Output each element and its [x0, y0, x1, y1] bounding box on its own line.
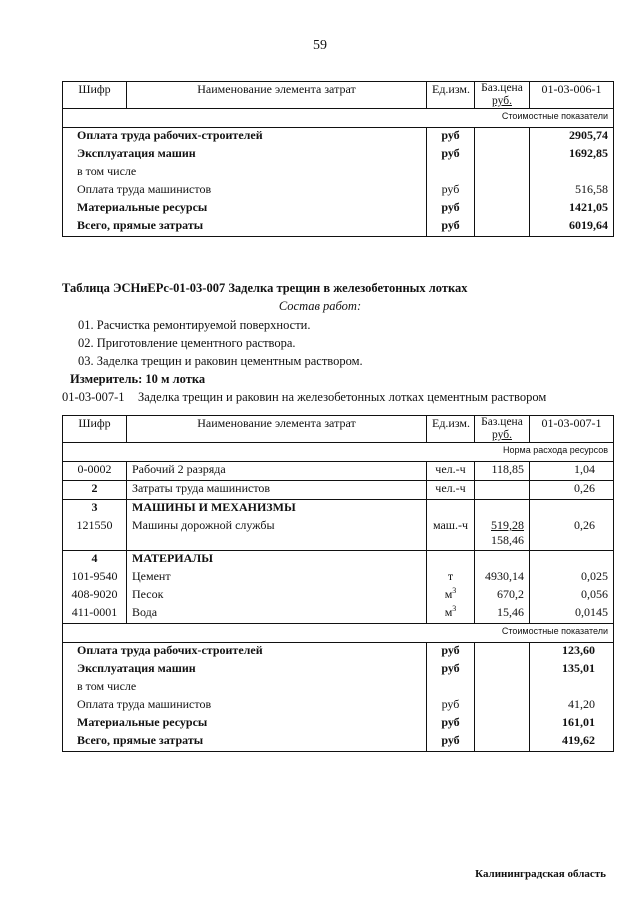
item-description: Заделка трещин и раковин на железобетонных лотках цементным раствором: [138, 390, 547, 404]
table-header-row: [63, 82, 614, 109]
header-code: Шифр: [63, 82, 127, 109]
table-row: Эксплуатация машин руб 1692,85: [63, 146, 614, 164]
section-row: [63, 443, 614, 462]
table-row: 408-9020 Песок $м^3$ 670,2 0,056: [63, 587, 614, 605]
table-row: Оплата труда рабочих-строителей руб 2905,74: [63, 128, 614, 147]
table-row: в том числе: [63, 164, 614, 182]
table-row: Материальные ресурсы руб 1421,05: [63, 200, 614, 218]
header-name: Наименование элемента затрат: [127, 416, 427, 443]
table-row: в том числе: [63, 679, 614, 697]
header-unit: Ед.изм.: [427, 82, 475, 109]
table-row: Эксплуатация машин руб 135,01: [63, 661, 614, 679]
table-row: Оплата труда рабочих-строителей руб 123,60: [63, 643, 614, 662]
header-base-price: Баз.цена руб.: [475, 416, 530, 443]
work-item: 03. Заделка трещин и раковин цементным раствором.: [78, 354, 363, 368]
header-unit: Ед.изм.: [427, 416, 475, 443]
section-title: Таблица ЭСНиЕРс-01-03-007 Заделка трещин в железобетонных лотках: [62, 281, 468, 295]
section-label: Стоимостные показатели: [63, 109, 614, 128]
table-row: 411-0001 Вода $м^3$ 15,46 0,0145: [63, 605, 614, 624]
table-row: Всего, прямые затраты руб 419,62: [63, 733, 614, 752]
resource-table-01-03-007-1: [62, 415, 614, 752]
section-row: [63, 624, 614, 643]
table-row: 3 МАШИНЫ И МЕХАНИЗМЫ: [63, 500, 614, 519]
footer-region: Калининградская область: [475, 868, 606, 880]
table-row: Всего, прямые затраты руб 6019,64: [63, 218, 614, 237]
header-name: Наименование элемента затрат: [127, 82, 427, 109]
header-code: Шифр: [63, 416, 127, 443]
meter-label: Измеритель: 10 м лотка: [70, 372, 206, 386]
table-row: 4 МАТЕРИАЛЫ: [63, 551, 614, 570]
work-item: 02. Приготовление цементного раствора.: [78, 336, 296, 350]
header-code-column: 01-03-007-1: [530, 416, 614, 443]
table-row: Оплата труда машинистов руб 41,20: [63, 697, 614, 715]
header-base-price: Баз.цена руб.: [475, 82, 530, 109]
section-row: [63, 109, 614, 128]
work-item: 01. Расчистка ремонтируемой поверхности.: [78, 318, 311, 332]
section-label: Норма расхода ресурсов: [63, 443, 614, 462]
table-row: Оплата труда машинистов руб 516,58: [63, 182, 614, 200]
table-row: Материальные ресурсы руб 161,01: [63, 715, 614, 733]
works-heading: Состав работ:: [278, 299, 362, 313]
cost-table-01-03-006-1: [62, 81, 614, 237]
table-row: 2 Затраты труда машинистов чел.-ч 0,26: [63, 481, 614, 500]
table-row: 121550 Машины дорожной службы маш.-ч 519,28 158,46 0,26: [63, 518, 614, 551]
table-header-row: [63, 416, 614, 443]
table-row: 0-0002 Рабочий 2 разряда чел.-ч 118,85 1,04: [63, 462, 614, 481]
table-row: 101-9540 Цемент т 4930,14 0,025: [63, 569, 614, 587]
header-code-column: 01-03-006-1: [530, 82, 614, 109]
page-number: 59: [313, 38, 327, 53]
section-label: Стоимостные показатели: [63, 624, 614, 643]
item-code: 01-03-007-1: [62, 390, 125, 404]
